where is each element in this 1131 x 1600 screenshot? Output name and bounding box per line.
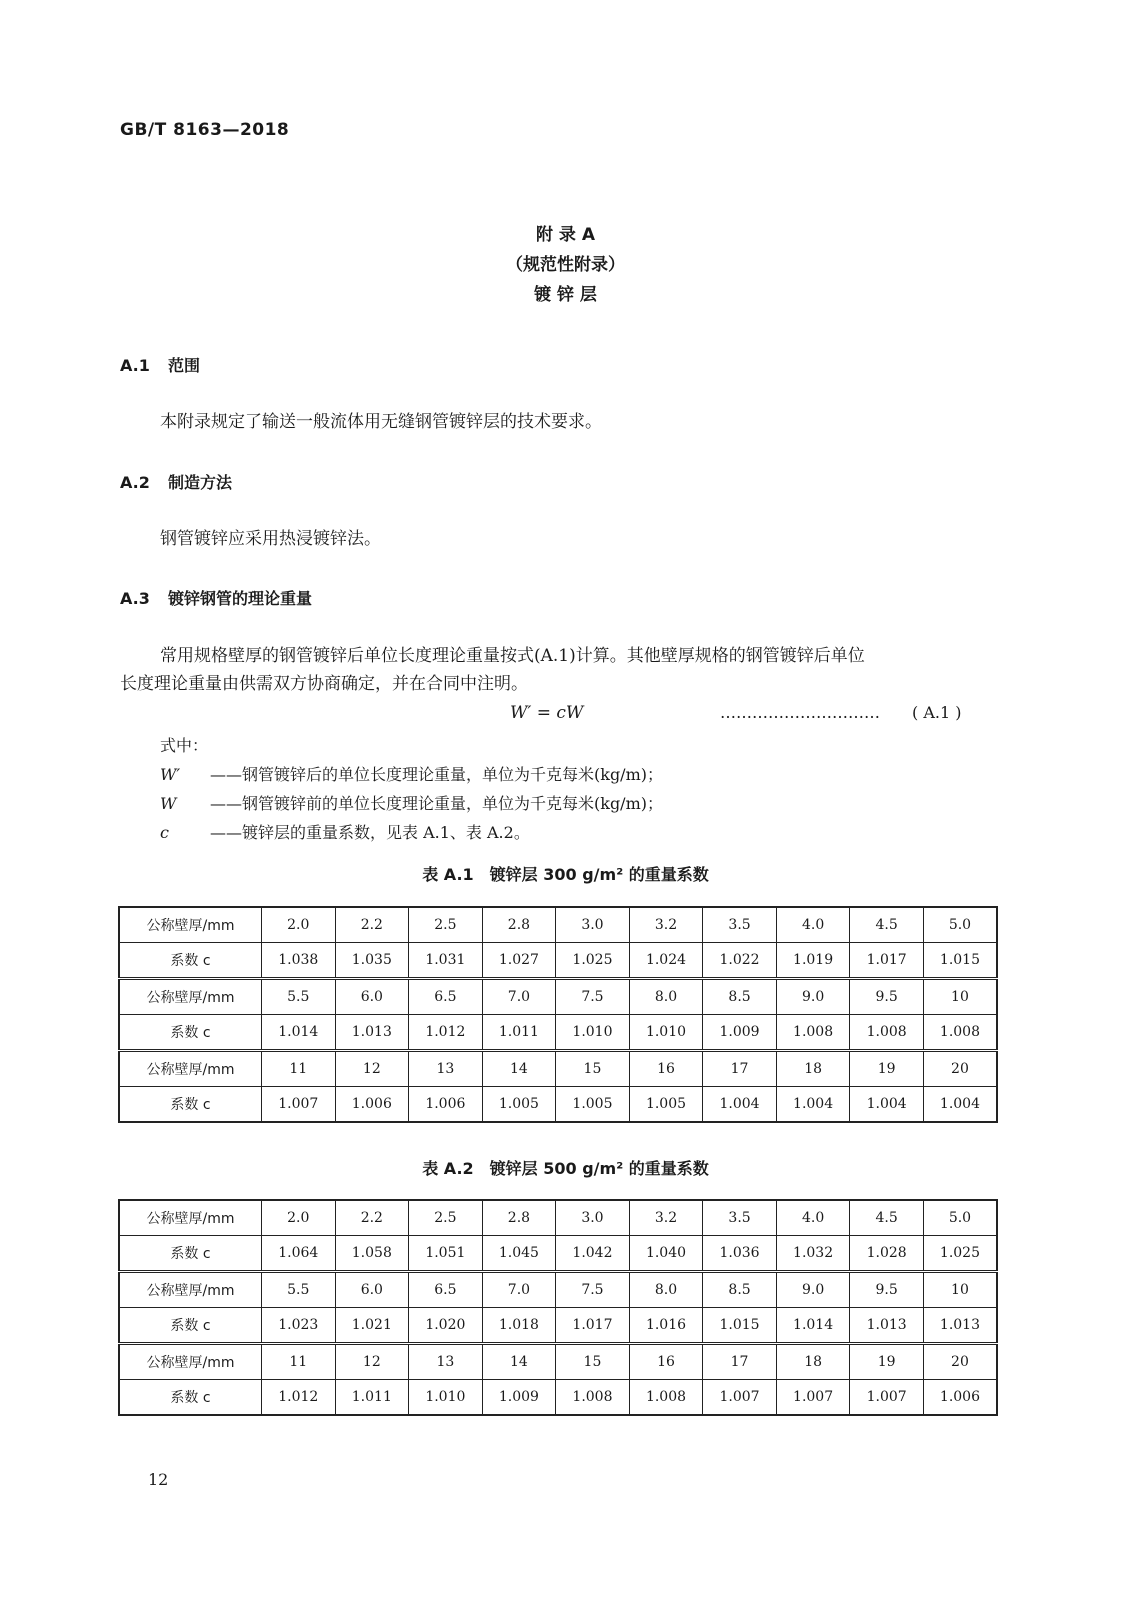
coefficient-cell: 1.011 — [335, 1380, 409, 1416]
thickness-cell: 2.0 — [262, 907, 336, 943]
thickness-cell: 10 — [923, 1272, 997, 1308]
coefficient-cell: 1.009 — [703, 1015, 777, 1051]
thickness-cell: 17 — [703, 1344, 777, 1380]
coefficient-cell: 1.025 — [923, 1236, 997, 1272]
thickness-cell: 3.5 — [703, 1200, 777, 1236]
thickness-cell: 4.0 — [776, 907, 850, 943]
thickness-cell: 20 — [923, 1051, 997, 1087]
coefficient-cell: 1.028 — [850, 1236, 924, 1272]
thickness-row-label: 公称壁厚/mm — [119, 1051, 262, 1087]
thickness-cell: 14 — [482, 1051, 556, 1087]
coefficient-cell: 1.007 — [776, 1380, 850, 1416]
coefficient-cell: 1.006 — [335, 1087, 409, 1123]
table-a2-title: 表 A.2 镀锌层 500 g/m² 的重量系数 — [422, 1159, 709, 1178]
thickness-cell: 3.0 — [556, 907, 630, 943]
coefficient-cell: 1.010 — [629, 1015, 703, 1051]
coefficient-cell: 1.038 — [262, 943, 336, 979]
thickness-cell: 7.5 — [556, 979, 630, 1015]
coefficient-cell: 1.051 — [409, 1236, 483, 1272]
thickness-cell: 7.5 — [556, 1272, 630, 1308]
coefficient-cell: 1.013 — [850, 1308, 924, 1344]
thickness-cell: 15 — [556, 1344, 630, 1380]
coefficient-cell: 1.024 — [629, 943, 703, 979]
coefficient-cell: 1.021 — [335, 1308, 409, 1344]
section-a2-text: 钢管镀锌应采用热浸镀锌法。 — [160, 529, 381, 549]
coefficient-cell: 1.036 — [703, 1236, 777, 1272]
thickness-cell: 15 — [556, 1051, 630, 1087]
thickness-cell: 3.2 — [629, 907, 703, 943]
table-a1-title: 表 A.1 镀锌层 300 g/m² 的重量系数 — [422, 865, 709, 884]
thickness-cell: 10 — [923, 979, 997, 1015]
thickness-cell: 6.0 — [335, 1272, 409, 1308]
section-a3-text-line1: 常用规格壁厚的钢管镀锌后单位长度理论重量按式(A.1)计算。其他壁厚规格的钢管镀锌后单位 — [160, 646, 865, 666]
legend-symbol: W — [160, 794, 177, 813]
section-a3-text-line2: 长度理论重量由供需双方协商确定，并在合同中注明。 — [120, 674, 528, 694]
thickness-cell: 2.2 — [335, 1200, 409, 1236]
thickness-cell: 9.0 — [776, 1272, 850, 1308]
coefficient-cell: 1.064 — [262, 1236, 336, 1272]
thickness-cell: 13 — [409, 1344, 483, 1380]
coefficient-cell: 1.045 — [482, 1236, 556, 1272]
coefficient-cell: 1.008 — [629, 1380, 703, 1416]
coefficient-cell: 1.007 — [262, 1087, 336, 1123]
coefficient-cell: 1.013 — [923, 1308, 997, 1344]
thickness-cell: 5.0 — [923, 907, 997, 943]
thickness-cell: 3.5 — [703, 907, 777, 943]
section-number: A.1 — [120, 356, 150, 375]
table-row — [119, 1015, 997, 1051]
legend-text: ——钢管镀锌后的单位长度理论重量，单位为千克每米(kg/m)； — [210, 765, 663, 784]
coefficient-cell: 1.014 — [262, 1015, 336, 1051]
section-number: A.3 — [120, 589, 150, 608]
formula-legend-item — [160, 762, 663, 785]
coefficient-cell: 1.022 — [703, 943, 777, 979]
coefficient-cell: 1.006 — [409, 1087, 483, 1123]
coefficient-cell: 1.008 — [556, 1380, 630, 1416]
thickness-cell: 18 — [776, 1051, 850, 1087]
coefficient-cell: 1.058 — [335, 1236, 409, 1272]
thickness-cell: 2.2 — [335, 907, 409, 943]
thickness-cell: 5.0 — [923, 1200, 997, 1236]
thickness-cell: 8.5 — [703, 1272, 777, 1308]
standard-number: GB/T 8163—2018 — [120, 120, 290, 140]
coefficient-cell: 1.012 — [262, 1380, 336, 1416]
thickness-cell: 4.0 — [776, 1200, 850, 1236]
thickness-row-label: 公称壁厚/mm — [119, 1200, 262, 1236]
coefficient-cell: 1.019 — [776, 943, 850, 979]
thickness-cell: 13 — [409, 1051, 483, 1087]
thickness-row-label: 公称壁厚/mm — [119, 979, 262, 1015]
table-row — [119, 1087, 997, 1123]
legend-symbol: c — [160, 823, 169, 842]
section-title: 镀锌钢管的理论重量 — [168, 589, 313, 608]
coefficient-cell: 1.020 — [409, 1308, 483, 1344]
thickness-cell: 8.0 — [629, 1272, 703, 1308]
coefficient-cell: 1.008 — [776, 1015, 850, 1051]
thickness-cell: 5.5 — [262, 979, 336, 1015]
coefficient-cell: 1.032 — [776, 1236, 850, 1272]
coefficient-cell: 1.035 — [335, 943, 409, 979]
table-row — [119, 1272, 997, 1308]
thickness-cell: 6.5 — [409, 979, 483, 1015]
thickness-row-label: 公称壁厚/mm — [119, 1344, 262, 1380]
thickness-cell: 16 — [629, 1344, 703, 1380]
section-title: 范围 — [168, 356, 201, 375]
section-title: 制造方法 — [168, 473, 233, 492]
table-row — [119, 1051, 997, 1087]
thickness-cell: 9.5 — [850, 979, 924, 1015]
coefficient-cell: 1.004 — [850, 1087, 924, 1123]
formula-legend-item — [160, 820, 530, 843]
coefficient-cell: 1.015 — [703, 1308, 777, 1344]
coefficient-cell: 1.008 — [850, 1015, 924, 1051]
thickness-cell: 2.8 — [482, 907, 556, 943]
coefficient-cell: 1.023 — [262, 1308, 336, 1344]
coefficient-cell: 1.025 — [556, 943, 630, 979]
thickness-cell: 9.0 — [776, 979, 850, 1015]
thickness-cell: 12 — [335, 1344, 409, 1380]
coefficient-cell: 1.012 — [409, 1015, 483, 1051]
formula-legend-item — [160, 791, 663, 814]
thickness-cell: 20 — [923, 1344, 997, 1380]
coefficient-cell: 1.014 — [776, 1308, 850, 1344]
coefficient-row-label: 系数 c — [119, 1015, 262, 1051]
coefficient-cell: 1.042 — [556, 1236, 630, 1272]
thickness-cell: 18 — [776, 1344, 850, 1380]
table-row — [119, 1344, 997, 1380]
coefficient-row-label: 系数 c — [119, 1380, 262, 1416]
coefficient-row-label: 系数 c — [119, 1308, 262, 1344]
thickness-cell: 2.8 — [482, 1200, 556, 1236]
formula-reference: ( A.1 ) — [912, 703, 962, 722]
coefficient-cell: 1.016 — [629, 1308, 703, 1344]
thickness-cell: 7.0 — [482, 1272, 556, 1308]
coefficient-cell: 1.013 — [335, 1015, 409, 1051]
thickness-cell: 9.5 — [850, 1272, 924, 1308]
thickness-row-label: 公称壁厚/mm — [119, 1272, 262, 1308]
coefficient-cell: 1.004 — [776, 1087, 850, 1123]
formula-leader-dots: ………………………… — [720, 703, 880, 722]
thickness-cell: 3.2 — [629, 1200, 703, 1236]
formula-where: 式中： — [160, 736, 209, 755]
thickness-cell: 11 — [262, 1344, 336, 1380]
coefficient-cell: 1.017 — [556, 1308, 630, 1344]
thickness-cell: 2.0 — [262, 1200, 336, 1236]
thickness-cell: 6.5 — [409, 1272, 483, 1308]
coefficient-cell: 1.004 — [703, 1087, 777, 1123]
coefficient-row-label: 系数 c — [119, 1236, 262, 1272]
coefficient-cell: 1.005 — [482, 1087, 556, 1123]
coefficient-cell: 1.007 — [703, 1380, 777, 1416]
coefficient-cell: 1.004 — [923, 1087, 997, 1123]
coefficient-cell: 1.007 — [850, 1380, 924, 1416]
thickness-row-label: 公称壁厚/mm — [119, 907, 262, 943]
table-a1 — [118, 906, 998, 1123]
section-a2-heading — [120, 470, 232, 493]
coefficient-cell: 1.040 — [629, 1236, 703, 1272]
section-a1-text: 本附录规定了输送一般流体用无缝钢管镀锌层的技术要求。 — [160, 412, 602, 432]
table-row — [119, 1200, 997, 1236]
thickness-cell: 8.0 — [629, 979, 703, 1015]
legend-text: ——钢管镀锌前的单位长度理论重量，单位为千克每米(kg/m)； — [210, 794, 663, 813]
section-number: A.2 — [120, 473, 150, 492]
coefficient-row-label: 系数 c — [119, 1087, 262, 1123]
thickness-cell: 12 — [335, 1051, 409, 1087]
coefficient-cell: 1.011 — [482, 1015, 556, 1051]
thickness-cell: 7.0 — [482, 979, 556, 1015]
coefficient-cell: 1.005 — [556, 1087, 630, 1123]
annex-title: 附 录 A — [536, 225, 595, 245]
annex-subject: 镀 锌 层 — [534, 285, 597, 305]
thickness-cell: 11 — [262, 1051, 336, 1087]
coefficient-cell: 1.027 — [482, 943, 556, 979]
table-row — [119, 1380, 997, 1416]
coefficient-cell: 1.017 — [850, 943, 924, 979]
coefficient-cell: 1.018 — [482, 1308, 556, 1344]
page-number: 12 — [148, 1470, 169, 1489]
section-a1-heading — [120, 353, 200, 376]
table-row — [119, 979, 997, 1015]
thickness-cell: 5.5 — [262, 1272, 336, 1308]
table-a2 — [118, 1199, 998, 1416]
thickness-cell: 17 — [703, 1051, 777, 1087]
table-row — [119, 1236, 997, 1272]
thickness-cell: 2.5 — [409, 1200, 483, 1236]
thickness-cell: 4.5 — [850, 907, 924, 943]
thickness-cell: 2.5 — [409, 907, 483, 943]
table-row — [119, 943, 997, 979]
coefficient-cell: 1.006 — [923, 1380, 997, 1416]
formula-expression: W′ = cW — [510, 703, 584, 723]
section-a3-heading — [120, 586, 312, 609]
thickness-cell: 3.0 — [556, 1200, 630, 1236]
thickness-cell: 8.5 — [703, 979, 777, 1015]
thickness-cell: 19 — [850, 1344, 924, 1380]
thickness-cell: 6.0 — [335, 979, 409, 1015]
table-row — [119, 1308, 997, 1344]
table-row — [119, 907, 997, 943]
coefficient-cell: 1.015 — [923, 943, 997, 979]
thickness-cell: 4.5 — [850, 1200, 924, 1236]
coefficient-cell: 1.010 — [556, 1015, 630, 1051]
coefficient-cell: 1.005 — [629, 1087, 703, 1123]
legend-symbol: W′ — [160, 765, 181, 784]
thickness-cell: 16 — [629, 1051, 703, 1087]
coefficient-cell: 1.008 — [923, 1015, 997, 1051]
coefficient-cell: 1.031 — [409, 943, 483, 979]
legend-text: ——镀锌层的重量系数，见表 A.1、表 A.2。 — [210, 823, 530, 842]
thickness-cell: 19 — [850, 1051, 924, 1087]
coefficient-cell: 1.009 — [482, 1380, 556, 1416]
coefficient-cell: 1.010 — [409, 1380, 483, 1416]
thickness-cell: 14 — [482, 1344, 556, 1380]
annex-type: （规范性附录） — [506, 255, 625, 275]
coefficient-row-label: 系数 c — [119, 943, 262, 979]
